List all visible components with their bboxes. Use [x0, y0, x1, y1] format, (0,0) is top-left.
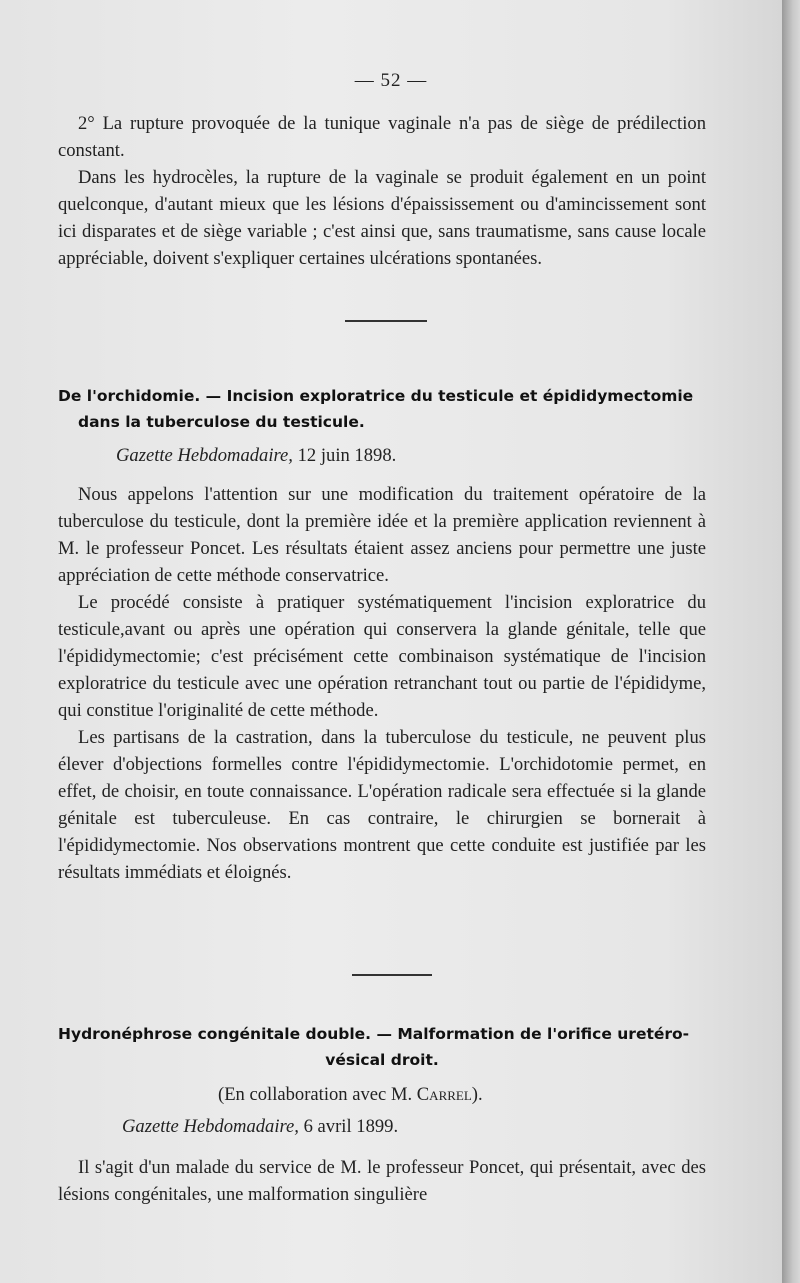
page-edge — [782, 0, 800, 1283]
source-journal: Gazette Hebdomadaire, — [116, 445, 293, 466]
section-3-collaboration — [58, 1081, 706, 1108]
collab-name: Carrel — [416, 1084, 472, 1105]
source-date: 12 juin 1898. — [297, 445, 397, 466]
section-3-heading — [58, 1021, 706, 1073]
paragraph: Dans les hydrocèles, la rupture de la vaginale se produit également en un point quelconque, d'autant mieux que les lésions d'épaississement ou d'amincissement sont ici disparates et de siège variable ; c'est ainsi que, sans traumatisme, sans cause locale appréciable, doivent s'expliquer certaines ulcérations spontanées. — [58, 167, 706, 269]
heading-line: dans la tuberculose du testicule. — [78, 413, 365, 431]
paragraph: Nous appelons l'attention sur une modification du traitement opératoire de la tuberculose du testicule, dont la première idée et la première application reviennent à M. le professeur Poncet. Les résultats étaient assez anciens pour permettre une juste appréciation de cette méthode conservatrice. — [58, 484, 706, 586]
section-divider — [345, 320, 427, 322]
paragraph: Le procédé consiste à pratiquer systématiquement l'incision exploratrice du testicule,avant ou après une opération qui conservera la glande génitale, telle que l'épididymectomie; c'est précisément cette combinaison systématique de l'incision exploratrice du testicule avec une opération retranchant tout ou partie de l'épididyme, qui constitue l'originalité de cette méthode. — [58, 592, 706, 721]
section-2-source — [58, 442, 706, 469]
collab-prefix: (En collaboration avec M. — [218, 1084, 417, 1105]
heading-line: Hydronéphrose congénitale double. — Malformation de l'orifice uretéro- — [58, 1025, 690, 1043]
section-3-body — [58, 1154, 706, 1208]
section-2-heading — [58, 383, 706, 435]
section-3-source — [58, 1113, 706, 1140]
paragraph: 2° La rupture provoquée de la tunique vaginale n'a pas de siège de prédilection constant. — [58, 113, 706, 161]
page-number: — 52 — — [354, 70, 428, 91]
source-journal: Gazette Hebdomadaire, — [122, 1116, 299, 1137]
section-1-body — [58, 110, 706, 272]
paragraph: Les partisans de la castration, dans la tuberculose du testicule, ne peuvent plus élever d'objections formelles contre l'épididymectomie. L'orchidotomie permet, en effet, de choisir, en toute connaissance. L'opération radicale sera effectuée si la glande génitale est tuberculeuse. En cas contraire, le chirurgien se bornerait à l'épididymectomie. Nos observations montrent que cette conduite est justifiée par les résultats immédiats et éloignés. — [58, 727, 706, 883]
heading-line: De l'orchidomie. — Incision exploratrice du testicule et épididymectomie — [58, 387, 694, 405]
section-divider — [352, 974, 432, 976]
source-date: 6 avril 1899. — [303, 1116, 399, 1137]
section-2-body — [58, 481, 706, 886]
paragraph: Il s'agit d'un malade du service de M. le professeur Poncet, qui présentait, avec des lésions congénitales, une malformation singulière — [58, 1157, 706, 1205]
collab-suffix: ). — [471, 1084, 483, 1105]
heading-line: vésical droit. — [325, 1051, 439, 1069]
